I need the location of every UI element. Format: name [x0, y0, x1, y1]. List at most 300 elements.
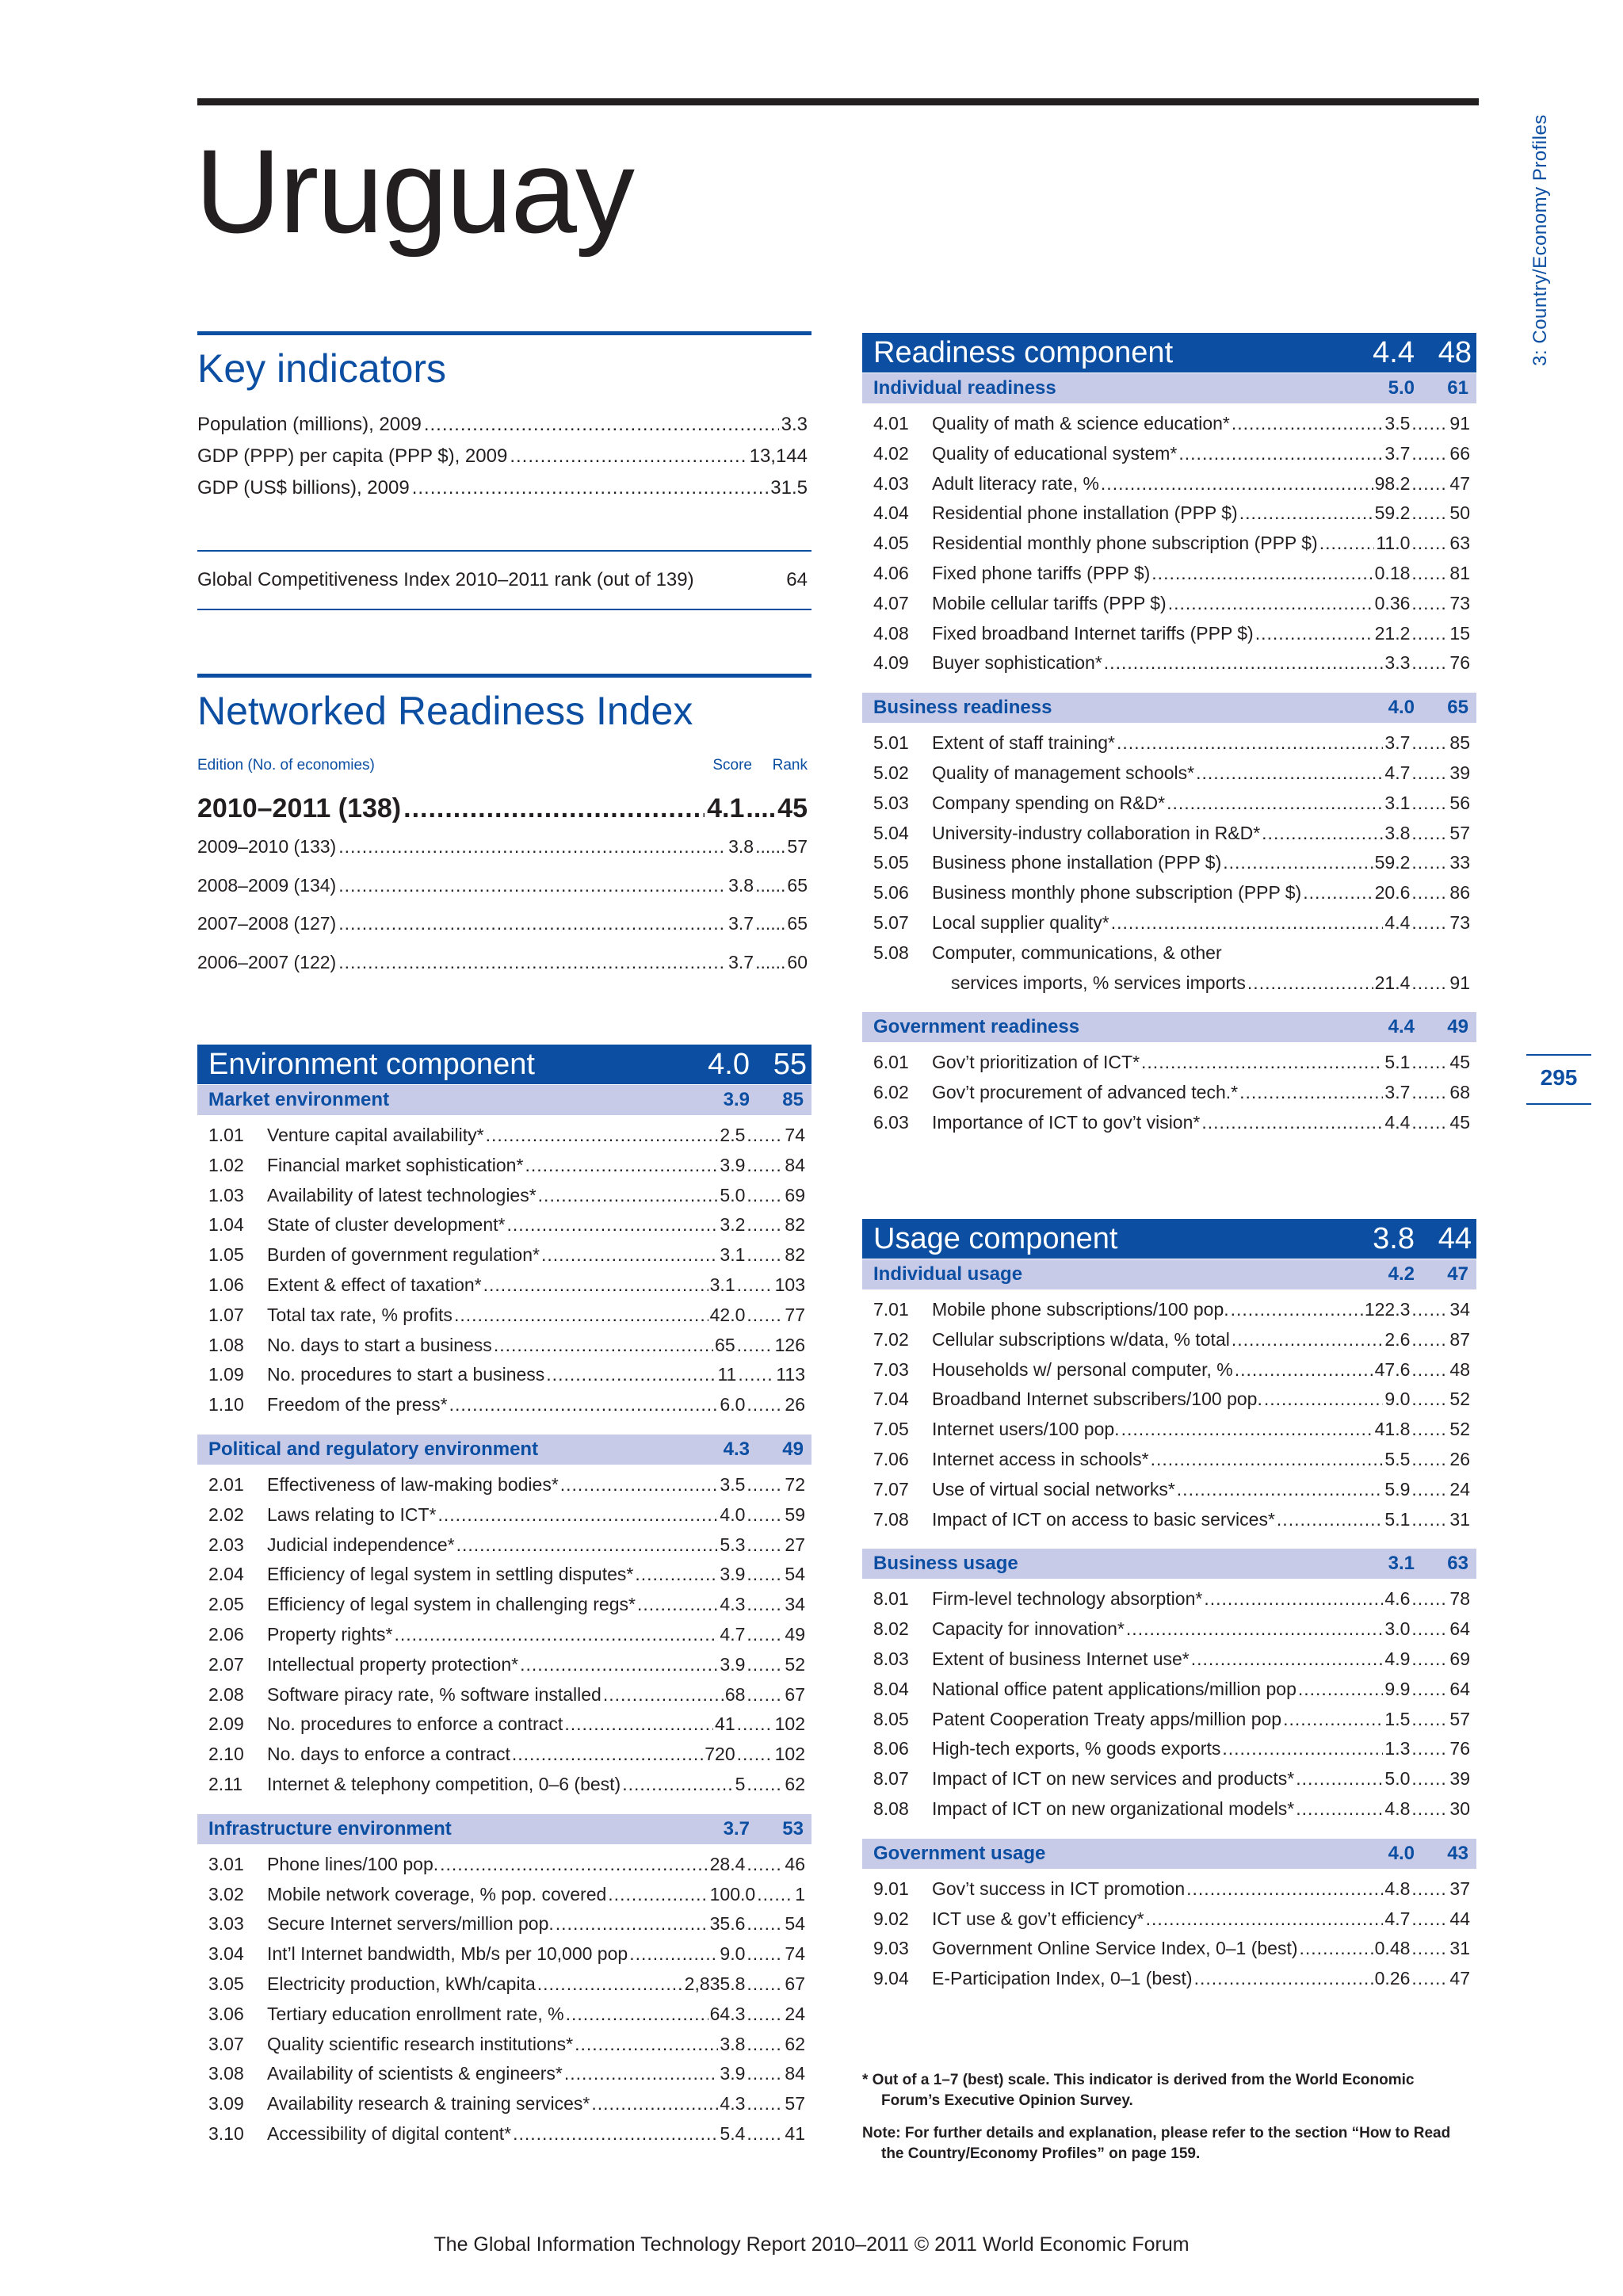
- indicator-rank: 64: [1449, 1618, 1470, 1640]
- indicator-label: National office patent applications/million pop: [932, 1678, 1296, 1699]
- indicator-row: [862, 563, 1476, 593]
- indicator-rank: 52: [1449, 1419, 1470, 1440]
- indicator-label: Accessibility of digital content*: [267, 2122, 512, 2144]
- indicator-label: Venture capital availability*: [267, 1125, 484, 1145]
- indicator-label-block: [932, 942, 1470, 1003]
- indicator-rank: 54: [785, 1564, 805, 1585]
- leader-dots: [1300, 1938, 1373, 1959]
- leader-dots: [1411, 1389, 1448, 1410]
- leader-dots: [747, 1624, 783, 1645]
- leader-dots: [747, 2004, 783, 2025]
- indicator-row: [862, 1588, 1476, 1618]
- indicator-value: 3.3: [1384, 652, 1411, 674]
- indicator-code: 2.08: [208, 1683, 244, 1705]
- indicator-row: [862, 1329, 1476, 1359]
- indicator-row: [197, 1564, 812, 1594]
- indicator-row: [862, 1479, 1476, 1509]
- indicator-code: 1.02: [208, 1154, 244, 1175]
- indicator-label: State of cluster development*: [267, 1214, 506, 1236]
- indicator-code: 7.01: [873, 1299, 909, 1320]
- leader-dots: [747, 2063, 783, 2084]
- nri-history-row: 2007–2008 (127) ..... 3.7 ...... 65: [197, 913, 808, 952]
- indicator-row: [862, 1679, 1476, 1709]
- indicator-row: [197, 1185, 812, 1215]
- component-rank: 44: [1438, 1221, 1472, 1255]
- leader-dots: [1222, 1738, 1383, 1759]
- readiness-component: [862, 333, 1476, 1152]
- indicator-code: 4.08: [873, 622, 909, 644]
- leader-dots: [449, 1394, 719, 1415]
- leader-dots: [603, 1684, 724, 1706]
- indicator-value: 3.5: [720, 1473, 746, 1495]
- pillar-rank: 49: [1447, 1016, 1468, 1038]
- indicator-value: 3.1: [720, 1244, 746, 1266]
- indicator-row: [197, 1913, 812, 1943]
- indicator-code: 7.02: [873, 1328, 909, 1350]
- indicator-label: Internet & telephony competition, 0–6 (best): [267, 1773, 621, 1794]
- indicator-rank: 62: [785, 1773, 805, 1794]
- indicator-rank: 76: [1449, 652, 1470, 674]
- indicator-value: 2.6: [1384, 1328, 1411, 1350]
- leader-dots: [1111, 912, 1384, 934]
- indicator-code: 2.03: [208, 1534, 244, 1555]
- indicator-label: Firm-level technology absorption*: [932, 1588, 1203, 1610]
- indicator-code: 4.03: [873, 472, 909, 494]
- indicator-list: [197, 1465, 812, 1813]
- indicator-label: Use of virtual social networks*: [932, 1478, 1175, 1499]
- indicator-code: 9.01: [873, 1878, 909, 1899]
- indicator-code: 5.04: [873, 822, 909, 843]
- leader-dots: [1411, 1968, 1448, 1989]
- leader-dots: [1186, 1878, 1383, 1900]
- component-header: [197, 1045, 812, 1084]
- indicator-row: [197, 2093, 812, 2123]
- indicator-label: No. days to start a business: [267, 1334, 492, 1355]
- leader-dots: [747, 2123, 783, 2145]
- indicator-row: [197, 1684, 812, 1714]
- indicator-value: 3.9: [720, 1154, 746, 1175]
- leader-dots: [1411, 1112, 1448, 1133]
- nri-title: Networked Readiness Index: [197, 689, 693, 733]
- indicator-value: 41: [715, 1713, 735, 1735]
- indicator-row: [862, 1648, 1476, 1679]
- indicator-row: [862, 762, 1476, 793]
- key-indicators-rule: [197, 331, 812, 335]
- indicator-rank: 76: [1449, 1738, 1470, 1759]
- indicator-label: Efficiency of legal system in settling disputes*: [267, 1564, 634, 1585]
- indicator-rank: 57: [785, 2093, 805, 2115]
- leader-dots: [1411, 652, 1448, 674]
- pillar-rank: 49: [782, 1438, 804, 1460]
- leader-dots: [1298, 1679, 1384, 1700]
- leader-dots: [747, 1854, 783, 1875]
- indicator-row: [862, 473, 1476, 503]
- indicator-value: 5.0: [720, 1184, 746, 1205]
- indicator-row: [862, 882, 1476, 912]
- indicator-label: Efficiency of legal system in challenging regs*: [267, 1594, 636, 1615]
- indicator-value: 0.18: [1374, 562, 1411, 583]
- indicator-code: 8.02: [873, 1618, 909, 1640]
- leader-dots: [1283, 1709, 1383, 1730]
- leader-dots: [1411, 1299, 1448, 1320]
- indicator-value: 2,835.8: [684, 1973, 746, 1994]
- leader-dots: [1411, 1618, 1448, 1640]
- indicator-code: 4.04: [873, 502, 909, 524]
- indicator-label: Quality of management schools*: [932, 762, 1195, 783]
- indicator-row: [862, 1082, 1476, 1112]
- indicator-value: 3.7: [1384, 442, 1411, 464]
- indicator-rank: 47: [1449, 1968, 1470, 1989]
- indicator-row: [862, 942, 1476, 1003]
- leader-dots: [747, 1214, 783, 1236]
- leader-dots: [506, 1214, 718, 1236]
- indicator-list: [862, 1869, 1476, 2008]
- indicator-label: Impact of ICT on new organizational models*: [932, 1797, 1295, 1819]
- indicator-value: 98.2: [1374, 472, 1411, 494]
- indicator-code: 5.06: [873, 882, 909, 904]
- indicator-row: [197, 2034, 812, 2064]
- indicator-rank: 24: [1449, 1478, 1470, 1499]
- indicator-row: [862, 593, 1476, 623]
- indicator-value: 5.1: [1384, 1052, 1411, 1073]
- indicator-label: Intellectual property protection*: [267, 1653, 519, 1675]
- page-number-rule-bottom: [1526, 1103, 1591, 1105]
- gci-rank-row: Global Competitiveness Index 2010–2011 rank (out of 139) 64: [197, 569, 808, 590]
- indicator-rank: 77: [785, 1304, 805, 1325]
- indicator-value: 59.2: [1374, 502, 1411, 524]
- indicator-rank: 67: [785, 1973, 805, 1994]
- indicator-value: 4.6: [1384, 1588, 1411, 1610]
- key-indicators-list: [197, 414, 808, 509]
- pillar-header: [862, 1549, 1476, 1579]
- indicator-value: 0.48: [1374, 1938, 1411, 1959]
- indicator-label: Cellular subscriptions w/data, % total: [932, 1328, 1230, 1350]
- indicator-label: Fixed phone tariffs (PPP $): [932, 562, 1151, 583]
- indicator-label: Software piracy rate, % software installed: [267, 1683, 601, 1705]
- leader-dots: [1151, 563, 1373, 584]
- indicator-label: High-tech exports, % goods exports: [932, 1738, 1221, 1759]
- leader-dots: [1411, 1082, 1448, 1103]
- leader-dots: [1239, 502, 1373, 524]
- leader-dots: [1117, 732, 1383, 754]
- indicator-label: ICT use & gov’t efficiency*: [932, 1908, 1144, 1929]
- leader-dots: [1411, 1768, 1448, 1790]
- indicator-code: 5.03: [873, 792, 909, 813]
- indicator-label: Property rights*: [267, 1623, 393, 1645]
- indicator-value: 59.2: [1374, 852, 1411, 873]
- leader-dots: [1264, 1389, 1384, 1410]
- indicator-code: 8.06: [873, 1738, 909, 1759]
- leader-dots: [1411, 473, 1448, 495]
- leader-dots: [1411, 852, 1448, 873]
- indicator-row: [862, 823, 1476, 853]
- indicator-row: [197, 1774, 812, 1804]
- leader-dots: [512, 1744, 703, 1765]
- indicator-value: 1.3: [1384, 1738, 1411, 1759]
- indicator-list: [862, 1042, 1476, 1151]
- indicator-rank: 81: [1449, 562, 1470, 583]
- leader-dots: [1232, 413, 1384, 434]
- leader-dots: [1126, 1618, 1384, 1640]
- leader-dots: [1411, 1052, 1448, 1073]
- leader-dots: [629, 1943, 718, 1965]
- indicator-rank: 52: [785, 1653, 805, 1675]
- indicator-rank: 69: [785, 1184, 805, 1205]
- indicator-label: Government Online Service Index, 0–1 (best): [932, 1938, 1298, 1959]
- pillar-title: Government readiness: [873, 1016, 1080, 1038]
- indicator-list: [197, 1844, 812, 2163]
- pillar-score: 4.3: [723, 1438, 750, 1460]
- indicator-value: 9.0: [1384, 1389, 1411, 1410]
- indicator-rank: 78: [1449, 1588, 1470, 1610]
- leader-dots: [747, 1125, 783, 1146]
- indicator-rank: 47: [1449, 472, 1470, 494]
- indicator-rank: 31: [1449, 1938, 1470, 1959]
- leader-dots: [1121, 1419, 1373, 1440]
- leader-dots: [1235, 1359, 1373, 1381]
- indicator-value: 3.2: [720, 1214, 746, 1236]
- indicator-label: Gov’t prioritization of ICT*: [932, 1052, 1140, 1073]
- indicator-rank: 82: [785, 1214, 805, 1236]
- indicator-rank: 74: [785, 1943, 805, 1965]
- pillar-score: 4.4: [1388, 1016, 1415, 1038]
- indicator-label-cont: [932, 972, 1470, 1003]
- leader-dots: [1232, 1329, 1384, 1350]
- indicator-label: Total tax rate, % profits: [267, 1304, 453, 1325]
- leader-dots: [1411, 1359, 1448, 1381]
- indicator-rank: 91: [1449, 972, 1470, 993]
- indicator-rank: 50: [1449, 502, 1470, 524]
- indicator-rank: 33: [1449, 852, 1470, 873]
- page-title: Uruguay: [195, 124, 633, 258]
- indicator-rank: 73: [1449, 592, 1470, 613]
- indicator-rank: 87: [1449, 1328, 1470, 1350]
- indicator-value: 720: [705, 1744, 735, 1765]
- indicator-value: 3.1: [1384, 792, 1411, 813]
- indicator-row: [862, 533, 1476, 563]
- indicator-list: [862, 403, 1476, 692]
- indicator-label: Financial market sophistication*: [267, 1154, 524, 1175]
- gci-rule-top: [197, 550, 812, 552]
- leader-dots: [1303, 882, 1373, 904]
- indicator-rank: 59: [785, 1503, 805, 1525]
- indicator-label: Laws relating to ICT*: [267, 1503, 437, 1525]
- indicator-row: [197, 1335, 812, 1365]
- indicator-value: 28.4: [709, 1853, 746, 1874]
- indicator-code: 2.02: [208, 1503, 244, 1525]
- leader-dots: [737, 1713, 773, 1735]
- leader-dots: [1411, 1509, 1448, 1530]
- indicator-label: Tertiary education enrollment rate, %: [267, 2003, 564, 2024]
- indicator-value: 42.0: [709, 1304, 746, 1325]
- indicator-row: [862, 1968, 1476, 1998]
- indicator-value: 3.5: [1384, 413, 1411, 434]
- indicator-code: 2.10: [208, 1744, 244, 1765]
- indicator-rank: 34: [1449, 1299, 1470, 1320]
- indicator-row: [862, 732, 1476, 762]
- page-footer: The Global Information Technology Report 2010–2011 © 2011 World Economic Forum: [433, 2233, 1190, 2256]
- indicator-row: [862, 1389, 1476, 1419]
- component-title: Readiness component: [873, 335, 1174, 369]
- indicator-label: Company spending on R&D*: [932, 792, 1166, 813]
- indicator-row: [197, 1244, 812, 1274]
- leader-dots: [437, 1504, 718, 1526]
- indicator-code: 7.06: [873, 1448, 909, 1469]
- indicator-rank: 62: [785, 2033, 805, 2054]
- leader-dots: [637, 1594, 718, 1615]
- component-rank: 48: [1438, 335, 1472, 369]
- indicator-row: [862, 1709, 1476, 1739]
- indicator-label: Quality scientific research institutions*: [267, 2033, 574, 2054]
- indicator-code: 7.07: [873, 1478, 909, 1499]
- leader-dots: [1194, 1968, 1373, 1989]
- indicator-rank: 86: [1449, 882, 1470, 904]
- gci-rule-bottom: [197, 609, 812, 610]
- leader-dots: [747, 1185, 783, 1206]
- indicator-value: 4.4: [1384, 1111, 1411, 1133]
- leader-dots: [747, 1594, 783, 1615]
- leader-dots: [1239, 1082, 1383, 1103]
- leader-dots: [1104, 652, 1384, 674]
- environment-component: [197, 1045, 812, 2163]
- indicator-label: Mobile phone subscriptions/100 pop.: [932, 1299, 1229, 1320]
- indicator-row: [862, 1798, 1476, 1828]
- indicator-code: 3.08: [208, 2063, 244, 2084]
- pillar-score: 4.0: [1388, 697, 1415, 719]
- indicator-code: 8.08: [873, 1797, 909, 1819]
- leader-dots: [1296, 1768, 1383, 1790]
- indicator-label: Computer, communications, & other: [932, 942, 1222, 963]
- indicator-code: 1.04: [208, 1214, 244, 1236]
- leader-dots: [556, 1913, 708, 1935]
- indicator-label: Quality of math & science education*: [932, 413, 1230, 434]
- indicator-rank: 45: [1449, 1052, 1470, 1073]
- indicator-code: 5.02: [873, 762, 909, 783]
- indicator-rank: 39: [1449, 762, 1470, 783]
- leader-dots: [747, 1684, 783, 1706]
- indicator-code: 1.07: [208, 1304, 244, 1325]
- indicator-label: Business phone installation (PPP $): [932, 852, 1222, 873]
- leader-dots: [494, 1335, 713, 1356]
- key-indicator-row: Population (millions), 2009 ..... 3.3: [197, 414, 808, 445]
- indicator-value: 65: [715, 1334, 735, 1355]
- indicator-rank: 39: [1449, 1768, 1470, 1790]
- indicator-label: Households w/ personal computer, %: [932, 1358, 1233, 1380]
- indicator-value: 2.5: [720, 1125, 746, 1145]
- leader-dots: [456, 1534, 719, 1556]
- indicator-rank: 102: [774, 1744, 805, 1765]
- indicator-label: Mobile network coverage, % pop. covered: [267, 1883, 607, 1904]
- indicator-code: 5.05: [873, 852, 909, 873]
- indicator-row: [197, 1594, 812, 1624]
- indicator-list: [862, 1289, 1476, 1548]
- indicator-row: [197, 1504, 812, 1534]
- pillar-score: 3.7: [723, 1817, 750, 1839]
- indicator-value: 20.6: [1374, 882, 1411, 904]
- indicator-rank: 26: [785, 1394, 805, 1415]
- leader-dots: [440, 1854, 708, 1875]
- indicator-code: 3.01: [208, 1853, 244, 1874]
- pillar-rank: 63: [1447, 1553, 1468, 1575]
- indicator-label: Availability of latest technologies*: [267, 1184, 537, 1205]
- indicator-value: 5.0: [1384, 1768, 1411, 1790]
- leader-dots: [1178, 443, 1383, 464]
- indicator-label: No. procedures to start a business: [267, 1364, 545, 1385]
- indicator-rank: 113: [776, 1364, 805, 1385]
- indicator-rank: 27: [785, 1534, 805, 1555]
- leader-dots: [1411, 1648, 1448, 1670]
- leader-dots: [1411, 1738, 1448, 1759]
- leader-dots: [757, 1884, 793, 1905]
- indicator-value: 11: [717, 1364, 737, 1385]
- indicator-label: Quality of educational system*: [932, 442, 1178, 464]
- indicator-list: [197, 1115, 812, 1434]
- indicator-value: 3.1: [709, 1274, 735, 1295]
- component-score: 3.8: [1373, 1221, 1415, 1255]
- indicator-code: 4.05: [873, 533, 909, 554]
- leader-dots: [1411, 1908, 1448, 1930]
- indicator-label: Residential monthly phone subscription (PPP $): [932, 533, 1318, 554]
- indicator-rank: 1: [795, 1883, 805, 1904]
- indicator-label: Patent Cooperation Treaty apps/million pop: [932, 1708, 1282, 1729]
- indicator-label: Burden of government regulation*: [267, 1244, 540, 1266]
- indicator-label: Extent & effect of taxation*: [267, 1274, 482, 1295]
- leader-dots: [513, 2123, 718, 2145]
- leader-dots: [1411, 1938, 1448, 1959]
- indicator-code: 6.01: [873, 1052, 909, 1073]
- nri-history-row: 2006–2007 (122) ..... 3.7 ...... 60: [197, 952, 808, 991]
- indicator-rank: 34: [785, 1594, 805, 1615]
- pillar-title: Business usage: [873, 1553, 1018, 1575]
- leader-dots: [1146, 1908, 1384, 1930]
- leader-dots: [541, 1244, 718, 1266]
- nri-history-row: 2008–2009 (134) ..... 3.8 ...... 65: [197, 875, 808, 914]
- leader-dots: [1411, 563, 1448, 584]
- leader-dots: [1411, 823, 1448, 844]
- indicator-value: 11.0: [1376, 533, 1411, 554]
- indicator-code: 8.07: [873, 1768, 909, 1790]
- indicator-code: 8.03: [873, 1648, 909, 1669]
- indicator-value: 64.3: [709, 2003, 746, 2024]
- indicator-value: 122.3: [1364, 1299, 1411, 1320]
- indicator-label: Internet users/100 pop.: [932, 1419, 1120, 1440]
- indicator-value: 5.4: [720, 2122, 746, 2144]
- indicator-label: Electricity production, kWh/capita: [267, 1973, 536, 1994]
- indicator-label: Availability of scientists & engineers*: [267, 2063, 563, 2084]
- leader-dots: [525, 1155, 718, 1176]
- indicator-label: No. days to enforce a contract: [267, 1744, 510, 1765]
- indicator-label: Freedom of the press*: [267, 1394, 448, 1415]
- pillar-rank: 53: [782, 1817, 804, 1839]
- indicator-code: 3.09: [208, 2093, 244, 2115]
- indicator-code: 2.05: [208, 1594, 244, 1615]
- indicator-rank: 67: [785, 1683, 805, 1705]
- indicator-row: [197, 1943, 812, 1973]
- indicator-value: 3.9: [720, 1564, 746, 1585]
- indicator-value: 5.1: [1384, 1508, 1411, 1530]
- leader-dots: [737, 1744, 773, 1765]
- indicator-label: Int’l Internet bandwidth, Mb/s per 10,000 pop: [267, 1943, 628, 1965]
- component-title: Environment component: [208, 1047, 535, 1081]
- indicator-code: 3.07: [208, 2033, 244, 2054]
- key-indicator-row: GDP (US$ billions), 2009 ..... 31.5: [197, 477, 808, 509]
- indicator-value: 5.3: [720, 1534, 746, 1555]
- indicator-label: Impact of ICT on new services and products*: [932, 1768, 1295, 1790]
- indicator-rank: 102: [774, 1713, 805, 1735]
- pillar-header: [862, 1839, 1476, 1869]
- indicator-code: 3.10: [208, 2122, 244, 2144]
- component-score: 4.4: [1373, 335, 1415, 369]
